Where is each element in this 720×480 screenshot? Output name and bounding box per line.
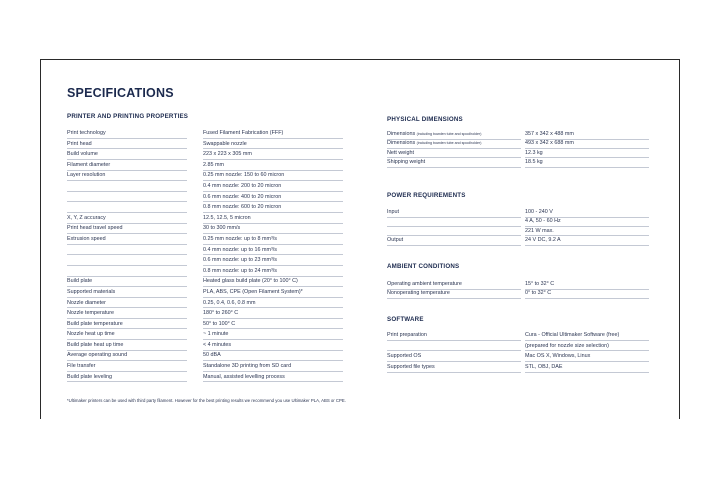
row-label-text: Dimensions: [387, 131, 416, 137]
row-label: [387, 149, 521, 159]
row-label-note: (including bowden tube and spoolholder): [416, 132, 482, 136]
row-label: [387, 280, 521, 290]
row-label-text: File transfer: [67, 363, 96, 370]
row-value: 0.8 mm nozzle: up to 24 mm³/s: [203, 266, 343, 277]
row-label: [387, 158, 521, 168]
row-label-text: Operating ambient temperature: [387, 281, 462, 287]
row-value: Heated glass build plate (20° to 100° C): [203, 276, 343, 287]
row-label: [387, 341, 521, 352]
row-label-text: Nett weight: [387, 149, 414, 156]
row-label: [387, 330, 521, 341]
section-heading-physical: PHYSICAL DIMENSIONS: [387, 116, 463, 123]
row-label: [67, 223, 187, 234]
row-value: ~ 1 minute: [203, 329, 343, 340]
section-heading-power: POWER REQUIREMENTS: [387, 192, 466, 199]
row-label: [67, 139, 187, 150]
row-label: [387, 227, 521, 237]
row-label-text: Nozzle heat up time: [67, 331, 115, 338]
row-value: 30 to 300 mm/s: [203, 223, 343, 234]
section-heading-ambient: AMBIENT CONDITIONS: [387, 263, 460, 270]
page-title: SPECIFICATIONS: [67, 86, 174, 100]
row-value: Swappable nozzle: [203, 139, 343, 150]
row-label: [67, 319, 187, 330]
row-value: 0.8 mm nozzle: 600 to 20 micron: [203, 202, 343, 213]
row-value: 100 - 240 V: [525, 208, 649, 218]
row-value: Fused Filament Fabrication (FFF): [203, 128, 343, 139]
row-value: (prepared for nozzle size selection): [525, 341, 649, 352]
row-value: 221 W max.: [525, 227, 649, 237]
row-label: [67, 255, 187, 266]
row-value: 18.5 kg: [525, 158, 649, 168]
row-label-text: Supported OS: [387, 353, 422, 360]
row-value: 357 x 342 x 488 mm: [525, 130, 649, 140]
row-value: 0° to 32° C: [525, 289, 649, 299]
row-value: 493 x 342 x 688 mm: [525, 139, 649, 149]
row-label-text: Nozzle temperature: [67, 310, 115, 317]
row-label: [387, 351, 521, 362]
row-value: < 4 minutes: [203, 340, 343, 351]
row-label-text: Average operating sound: [67, 352, 128, 359]
row-label-text: Supported materials: [67, 288, 116, 295]
row-label: [387, 289, 521, 299]
row-value: 0.25, 0.4, 0.6, 0.8 mm: [203, 298, 343, 309]
footnote: *Ultimaker printers can be used with third party filament. However for the best printing results we recommend you use Ultimaker PLA, ABS or CPE.: [67, 398, 346, 403]
row-label: [67, 350, 187, 361]
row-value: 4 A, 50 - 60 Hz: [525, 217, 649, 227]
row-value: 0.6 mm nozzle: up to 23 mm³/s: [203, 255, 343, 266]
row-label: [67, 287, 187, 298]
row-label: [387, 236, 521, 246]
row-label: [67, 192, 187, 203]
row-label: [67, 234, 187, 245]
row-label: [67, 340, 187, 351]
row-value: Cura - Official Ultimaker Software (free): [525, 330, 649, 341]
row-value: 50 dBA: [203, 350, 343, 361]
row-label-text: Layer resolution: [67, 172, 106, 179]
row-value: 0.25 mm nozzle: up to 8 mm³/s: [203, 234, 343, 245]
row-label-text: Extrusion speed: [67, 235, 106, 242]
row-label-text: Supported file types: [387, 363, 435, 370]
row-label-text: Build plate temperature: [67, 320, 123, 327]
row-value: 50° to 100° C: [203, 319, 343, 330]
section-heading-printer: PRINTER AND PRINTING PROPERTIES: [67, 113, 189, 120]
row-label: [67, 245, 187, 256]
row-value: 15° to 32° C: [525, 280, 649, 290]
row-label-text: Print head travel speed: [67, 225, 123, 232]
row-label-text: Input: [387, 209, 399, 215]
row-label-text: Build plate heat up time: [67, 341, 124, 348]
row-label-text: Print technology: [67, 130, 106, 136]
row-value: 0.4 mm nozzle: 200 to 20 micron: [203, 181, 343, 192]
row-value: 180° to 260° C: [203, 308, 343, 319]
row-value: Mac OS X, Windows, Linux: [525, 351, 649, 362]
row-label: [67, 181, 187, 192]
row-label-text: Nozzle diameter: [67, 299, 106, 306]
row-label: [387, 362, 521, 373]
row-value: PLA, ABS, CPE (Open Filament System)*: [203, 287, 343, 298]
row-label-text: Print preparation: [387, 332, 427, 338]
row-label: [67, 202, 187, 213]
row-label: [67, 213, 187, 224]
row-label: [67, 372, 187, 383]
row-label: [67, 170, 187, 181]
row-value: 12.5, 12.5, 5 micron: [203, 213, 343, 224]
row-label: [67, 266, 187, 277]
row-label: [67, 276, 187, 287]
row-value: Standalone 3D printing from SD card: [203, 361, 343, 372]
row-value: 12.3 kg: [525, 149, 649, 159]
row-label-text: Dimensions: [387, 140, 416, 147]
row-label: [387, 139, 521, 149]
row-label-text: Print head: [67, 140, 92, 147]
row-label: [67, 361, 187, 372]
row-label-text: Build plate: [67, 278, 93, 285]
row-label-text: X, Y, Z accuracy: [67, 214, 106, 221]
row-value: 0.4 mm nozzle: up to 16 mm³/s: [203, 245, 343, 256]
row-label: [67, 128, 187, 139]
row-label: [387, 217, 521, 227]
row-label: [67, 308, 187, 319]
row-label-note: (including bowden tube and spoolholder): [416, 141, 482, 146]
row-label-text: Build plate leveling: [67, 373, 112, 380]
row-label: [387, 130, 521, 140]
row-value: Manual, assisted levelling process: [203, 372, 343, 383]
row-label: [67, 160, 187, 171]
spec-sheet: [40, 59, 680, 419]
row-label-text: Output: [387, 237, 404, 244]
row-value: 0.25 mm nozzle: 150 to 60 micron: [203, 170, 343, 181]
row-label: [67, 149, 187, 160]
row-value: 223 x 223 x 305 mm: [203, 149, 343, 160]
row-label-text: Nonoperating temperature: [387, 290, 450, 297]
row-value: 0.6 mm nozzle: 400 to 20 micron: [203, 192, 343, 203]
row-label-text: Filament diameter: [67, 161, 111, 168]
row-value: 2.85 mm: [203, 160, 343, 171]
row-value: STL, OBJ, DAE: [525, 362, 649, 373]
section-heading-software: SOFTWARE: [387, 316, 424, 323]
row-label: [387, 208, 521, 218]
row-label-text: Shipping weight: [387, 159, 426, 166]
row-value: 24 V DC, 9.2 A: [525, 236, 649, 246]
row-label-text: Build volume: [67, 151, 98, 158]
row-label: [67, 329, 187, 340]
row-label: [67, 298, 187, 309]
